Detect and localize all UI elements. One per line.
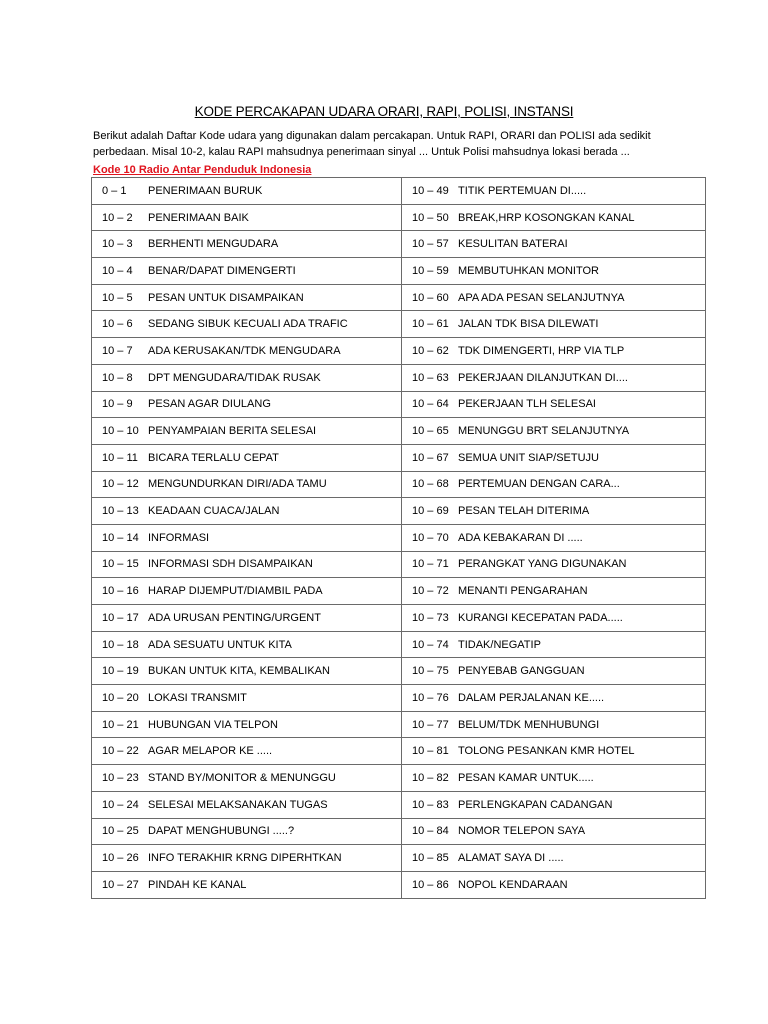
table-row bbox=[92, 685, 706, 712]
code-meaning: ADA SESUATU UNTUK KITA bbox=[148, 638, 292, 651]
code-meaning: ADA URUSAN PENTING/URGENT bbox=[148, 611, 321, 624]
code-number: 10 – 57 bbox=[412, 238, 449, 251]
right-cell bbox=[402, 338, 706, 365]
table-row bbox=[92, 605, 706, 632]
code-number: 10 – 84 bbox=[412, 825, 449, 838]
table-row bbox=[92, 711, 706, 738]
table-row bbox=[92, 418, 706, 445]
left-cell bbox=[92, 418, 402, 445]
code-meaning: MENANTI PENGARAHAN bbox=[458, 585, 588, 598]
left-cell bbox=[92, 311, 402, 338]
code-meaning: PESAN KAMAR UNTUK..... bbox=[458, 771, 594, 784]
right-cell bbox=[402, 871, 706, 898]
code-meaning: BREAK,HRP KOSONGKAN KANAL bbox=[458, 211, 635, 224]
code-number: 10 – 23 bbox=[102, 771, 139, 784]
code-number: 10 – 63 bbox=[412, 371, 449, 384]
table-row bbox=[92, 818, 706, 845]
right-cell bbox=[402, 818, 706, 845]
code-number: 10 – 4 bbox=[102, 264, 133, 277]
right-cell bbox=[402, 258, 706, 285]
table-row bbox=[92, 871, 706, 898]
table-row bbox=[92, 444, 706, 471]
table-row bbox=[92, 498, 706, 525]
table-row bbox=[92, 231, 706, 258]
code-number: 10 – 61 bbox=[412, 318, 449, 331]
left-cell bbox=[92, 524, 402, 551]
code-meaning: KESULITAN BATERAI bbox=[458, 238, 568, 251]
left-cell bbox=[92, 498, 402, 525]
code-number: 10 – 14 bbox=[102, 531, 139, 544]
code-number: 10 – 17 bbox=[102, 611, 139, 624]
code-number: 10 – 13 bbox=[102, 505, 139, 518]
right-cell bbox=[402, 765, 706, 792]
table-row bbox=[92, 391, 706, 418]
table-row bbox=[92, 765, 706, 792]
left-cell bbox=[92, 871, 402, 898]
left-cell bbox=[92, 711, 402, 738]
table-row bbox=[92, 658, 706, 685]
left-cell bbox=[92, 444, 402, 471]
code-meaning: KEADAAN CUACA/JALAN bbox=[148, 505, 280, 518]
left-cell bbox=[92, 231, 402, 258]
table-row bbox=[92, 338, 706, 365]
code-meaning: PEKERJAAN TLH SELESAI bbox=[458, 398, 596, 411]
code-meaning: PINDAH KE KANAL bbox=[148, 878, 247, 891]
code-number: 10 – 71 bbox=[412, 558, 449, 571]
left-cell bbox=[92, 551, 402, 578]
right-cell bbox=[402, 524, 706, 551]
code-number: 10 – 18 bbox=[102, 638, 139, 651]
table-row bbox=[92, 284, 706, 311]
code-meaning: HARAP DIJEMPUT/DIAMBIL PADA bbox=[148, 585, 323, 598]
code-meaning: DPT MENGUDARA/TIDAK RUSAK bbox=[148, 371, 321, 384]
right-cell bbox=[402, 311, 706, 338]
code-number: 10 – 49 bbox=[412, 184, 449, 197]
table-row bbox=[92, 738, 706, 765]
code-number: 10 – 72 bbox=[412, 585, 449, 598]
code-meaning: SELESAI MELAKSANAKAN TUGAS bbox=[148, 798, 328, 811]
code-meaning: TIDAK/NEGATIP bbox=[458, 638, 541, 651]
code-number: 10 – 19 bbox=[102, 665, 139, 678]
code-meaning: TITIK PERTEMUAN DI..... bbox=[458, 184, 587, 197]
section-subtitle: Kode 10 Radio Antar Penduduk Indonesia bbox=[93, 164, 312, 176]
left-cell bbox=[92, 578, 402, 605]
code-number: 10 – 60 bbox=[412, 291, 449, 304]
code-number: 10 – 2 bbox=[102, 211, 133, 224]
code-number: 10 – 5 bbox=[102, 291, 133, 304]
code-number: 10 – 26 bbox=[102, 852, 139, 865]
right-cell bbox=[402, 418, 706, 445]
code-meaning: INFORMASI bbox=[148, 531, 210, 544]
right-cell bbox=[402, 498, 706, 525]
code-meaning: PESAN AGAR DIULANG bbox=[148, 398, 271, 411]
right-cell bbox=[402, 685, 706, 712]
code-meaning: PENYAMPAIAN BERITA SELESAI bbox=[148, 425, 317, 438]
left-cell bbox=[92, 284, 402, 311]
table-row bbox=[92, 551, 706, 578]
code-meaning: PERANGKAT YANG DIGUNAKAN bbox=[458, 558, 627, 571]
code-number: 10 – 69 bbox=[412, 505, 449, 518]
right-cell bbox=[402, 845, 706, 872]
code-number: 0 – 1 bbox=[102, 184, 127, 197]
left-cell bbox=[92, 658, 402, 685]
right-cell bbox=[402, 391, 706, 418]
left-cell bbox=[92, 818, 402, 845]
intro-paragraph: Berikut adalah Daftar Kode udara yang digunakan dalam percakapan. Untuk RAPI, ORARI dan POLISI ada sedikit perbedaan. Misal 10-2, kalau RAPI mahsudnya penerimaan sinyal ... Untuk Polisi mahsudnya lokasi berada ... bbox=[93, 130, 651, 158]
right-cell bbox=[402, 551, 706, 578]
code-number: 10 – 27 bbox=[102, 878, 139, 891]
code-number: 10 – 9 bbox=[102, 398, 133, 411]
code-meaning: APA ADA PESAN SELANJUTNYA bbox=[458, 291, 625, 304]
code-meaning: PERLENGKAPAN CADANGAN bbox=[458, 798, 613, 811]
code-number: 10 – 62 bbox=[412, 344, 449, 357]
code-meaning: BELUM/TDK MENHUBUNGI bbox=[458, 718, 600, 731]
table-row bbox=[92, 524, 706, 551]
code-meaning: PESAN UNTUK DISAMPAIKAN bbox=[148, 291, 304, 304]
code-table-body bbox=[92, 178, 706, 899]
code-meaning: DAPAT MENGHUBUNGI .....? bbox=[148, 825, 295, 838]
table-row bbox=[92, 845, 706, 872]
code-meaning: ADA KEBAKARAN DI ..... bbox=[458, 531, 583, 544]
right-cell bbox=[402, 658, 706, 685]
left-cell bbox=[92, 605, 402, 632]
code-meaning: TOLONG PESANKAN KMR HOTEL bbox=[458, 745, 635, 758]
left-cell bbox=[92, 791, 402, 818]
code-number: 10 – 81 bbox=[412, 745, 449, 758]
code-number: 10 – 65 bbox=[412, 425, 449, 438]
table-row bbox=[92, 311, 706, 338]
table-row bbox=[92, 204, 706, 231]
code-number: 10 – 21 bbox=[102, 718, 139, 731]
code-number: 10 – 3 bbox=[102, 238, 133, 251]
code-meaning: SEDANG SIBUK KECUALI ADA TRAFIC bbox=[148, 318, 348, 331]
code-number: 10 – 68 bbox=[412, 478, 449, 491]
code-meaning: PEKERJAAN DILANJUTKAN DI.... bbox=[458, 371, 628, 384]
table-row bbox=[92, 178, 706, 205]
code-meaning: JALAN TDK BISA DILEWATI bbox=[458, 318, 599, 331]
page-title: KODE PERCAKAPAN UDARA ORARI, RAPI, POLISI, INSTANSI bbox=[194, 104, 574, 119]
table-row bbox=[92, 631, 706, 658]
right-cell bbox=[402, 471, 706, 498]
code-number: 10 – 7 bbox=[102, 344, 133, 357]
code-meaning: ALAMAT SAYA DI ..... bbox=[458, 852, 564, 865]
code-number: 10 – 59 bbox=[412, 264, 449, 277]
table-row bbox=[92, 471, 706, 498]
code-number: 10 – 67 bbox=[412, 451, 449, 464]
code-number: 10 – 24 bbox=[102, 798, 139, 811]
code-number: 10 – 22 bbox=[102, 745, 139, 758]
code-number: 10 – 50 bbox=[412, 211, 449, 224]
left-cell bbox=[92, 685, 402, 712]
code-number: 10 – 64 bbox=[412, 398, 449, 411]
code-number: 10 – 11 bbox=[102, 451, 138, 464]
code-meaning: LOKASI TRANSMIT bbox=[148, 691, 247, 704]
code-number: 10 – 73 bbox=[412, 611, 449, 624]
code-number: 10 – 85 bbox=[412, 852, 449, 865]
code-number: 10 – 25 bbox=[102, 825, 139, 838]
left-cell bbox=[92, 258, 402, 285]
code-number: 10 – 12 bbox=[102, 478, 139, 491]
right-cell bbox=[402, 284, 706, 311]
code-number: 10 – 8 bbox=[102, 371, 133, 384]
left-cell bbox=[92, 738, 402, 765]
code-number: 10 – 83 bbox=[412, 798, 449, 811]
code-table bbox=[91, 177, 706, 899]
code-meaning: PENYEBAB GANGGUAN bbox=[458, 665, 585, 678]
table-row bbox=[92, 364, 706, 391]
table-row bbox=[92, 258, 706, 285]
code-meaning: NOMOR TELEPON SAYA bbox=[458, 825, 586, 838]
right-cell bbox=[402, 791, 706, 818]
code-number: 10 – 16 bbox=[102, 585, 139, 598]
code-meaning: MEMBUTUHKAN MONITOR bbox=[458, 264, 599, 277]
code-meaning: PESAN TELAH DITERIMA bbox=[458, 505, 590, 518]
left-cell bbox=[92, 204, 402, 231]
code-number: 10 – 76 bbox=[412, 691, 449, 704]
code-meaning: BICARA TERLALU CEPAT bbox=[148, 451, 279, 464]
right-cell bbox=[402, 605, 706, 632]
right-cell bbox=[402, 738, 706, 765]
right-cell bbox=[402, 364, 706, 391]
code-meaning: BENAR/DAPAT DIMENGERTI bbox=[148, 264, 296, 277]
left-cell bbox=[92, 338, 402, 365]
code-meaning: SEMUA UNIT SIAP/SETUJU bbox=[458, 451, 599, 464]
left-cell bbox=[92, 631, 402, 658]
right-cell bbox=[402, 178, 706, 205]
code-meaning: PENERIMAAN BAIK bbox=[148, 211, 249, 224]
right-cell bbox=[402, 444, 706, 471]
table-row bbox=[92, 791, 706, 818]
code-number: 10 – 70 bbox=[412, 531, 449, 544]
code-meaning: DALAM PERJALANAN KE..... bbox=[458, 691, 605, 704]
code-meaning: MENGUNDURKAN DIRI/ADA TAMU bbox=[148, 478, 327, 491]
code-meaning: BERHENTI MENGUDARA bbox=[148, 238, 279, 251]
code-number: 10 – 6 bbox=[102, 318, 133, 331]
right-cell bbox=[402, 711, 706, 738]
code-meaning: TDK DIMENGERTI, HRP VIA TLP bbox=[458, 344, 625, 357]
code-number: 10 – 15 bbox=[102, 558, 139, 571]
code-meaning: INFORMASI SDH DISAMPAIKAN bbox=[148, 558, 313, 571]
code-meaning: NOPOL KENDARAAN bbox=[458, 878, 568, 891]
right-cell bbox=[402, 631, 706, 658]
code-meaning: PERTEMUAN DENGAN CARA... bbox=[458, 478, 620, 491]
code-meaning: PENERIMAAN BURUK bbox=[148, 184, 263, 197]
left-cell bbox=[92, 845, 402, 872]
code-number: 10 – 20 bbox=[102, 691, 139, 704]
right-cell bbox=[402, 578, 706, 605]
code-number: 10 – 75 bbox=[412, 665, 449, 678]
code-number: 10 – 77 bbox=[412, 718, 449, 731]
left-cell bbox=[92, 471, 402, 498]
right-cell bbox=[402, 204, 706, 231]
code-meaning: BUKAN UNTUK KITA, KEMBALIKAN bbox=[148, 665, 330, 678]
code-meaning: KURANGI KECEPATAN PADA..... bbox=[458, 611, 623, 624]
left-cell bbox=[92, 178, 402, 205]
left-cell bbox=[92, 765, 402, 792]
code-number: 10 – 74 bbox=[412, 638, 449, 651]
code-meaning: ADA KERUSAKAN/TDK MENGUDARA bbox=[148, 344, 341, 357]
left-cell bbox=[92, 391, 402, 418]
code-meaning: INFO TERAKHIR KRNG DIPERHTKAN bbox=[148, 852, 342, 865]
code-number: 10 – 10 bbox=[102, 425, 139, 438]
code-meaning: HUBUNGAN VIA TELPON bbox=[148, 718, 278, 731]
code-meaning: AGAR MELAPOR KE ..... bbox=[148, 745, 273, 758]
table-row bbox=[92, 578, 706, 605]
code-meaning: STAND BY/MONITOR & MENUNGGU bbox=[148, 771, 336, 784]
code-number: 10 – 86 bbox=[412, 878, 449, 891]
code-meaning: MENUNGGU BRT SELANJUTNYA bbox=[458, 425, 630, 438]
code-number: 10 – 82 bbox=[412, 771, 449, 784]
left-cell bbox=[92, 364, 402, 391]
right-cell bbox=[402, 231, 706, 258]
